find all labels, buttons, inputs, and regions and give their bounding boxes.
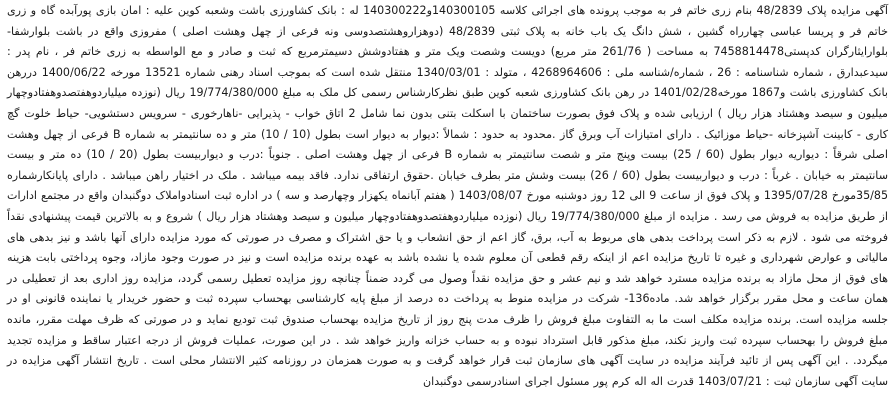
auction-notice-text: آگهی مزایده پلاک 48/2839 بنام زری خاتم فر به موجب پرونده های اجرائی کلاسه 140300105و140300222 له : بانک کشاورزی باشت وشعبه کوین علیه : امان بازی پورآبده گاه و زری خاتم فر و پریسا عباسی چهارراه گشین ، شش دانگ یک باب خانه به پلاک ثبتی 48/2839 (دوهزاروهشتصدوسی ونه فرعی از چهل وهشت اصلی ) مفروزی واقع در باشت بلوارشفا-بلوارایثارگران کدپستی7458814478 به مساحت ( 261/76 متر مربع) دویست وشصت ویک متر و هفتادوشش دسیمترمربع که ثبت و صادر و مع الواسطه به زری خاتم فر ، نام پدر : سیدعبدارق ، شماره شناسنامه : 26 ، شماره/شناسه ملی : 4268964606 ، متولد : 1340/03/01 منتقل شده است که بموجب اسناد رهنی شماره 13521 مورخه 1400/06/22 دررهن بانک کشاورزی باشت و1867 مورخه1401/02/28 در رهن بانک کشاورزی شعبه کوین طبق نظرکارشناس رسمی کل ملک به مبلغ 19/774/380/000 ریال (نوزده میلیاردوهفتصدوهفتادوچهار میلیون و سیصد وهشتاد هزار ریال ) ارزیابی شده و پلاک فوق بصورت ساختمان با اسکلت بتنی بدون نما شامل 2 اتاق خواب - پذیرایی -ناهارخوری - سرویس دستشویی- حیاط خلوت گچ کاری - کابینت آشپزخانه -حیاط موزائیک . دارای امتیازات آب وبرق گاز .محدود به حدود : شمالاً :دیوار به دیوار است بطول (10 / 10) متر و ده سانتیمتر به شماره B فرعی از چهل وهشت اصلی شرقاً : دیواریه دیوار بطول (60 / 25) بیست وپنج متر و شصت سانتیمتر به شماره B فرعی از چهل وهشت اصلی . جنوباً :درب و دیواربیست بطول (20 / 10) ده متر و بیست سانتیمتر به خیابان . غرباً : درب و دیواربیست بطول (60 / 26) بیست وشش متر بطرف خیابان .حقوق ارتفاقی ندارد. فاقد بیمه میباشد . ملک در اختیار راهن میباشد . دارای پایانکارشماره 35/85مورخ 1395/07/28 و پلاک فوق از ساعت 9 الی 12 روز دوشنبه مورخ 1403/08/07 ( هفتم آبانماه یکهزار وچهارصد و سه ) در اداره ثبت اسنادواملاک دوگنبدان واقع در مجتمع ادارات از طریق مزایده به فروش می رسد . مزایده از مبلغ 19/774/380/000 ریال (نوزده میلیاردوهفتصدوهفتادوچهار میلیون و سیصد وهشتاد هزار ریال ) شروع و به بالاترین قیمت پیشنهادی نقداً فروخته می شود . لازم به ذکر است پرداخت بدهی های مربوط به آب، برق، گاز اعم از حق انشعاب و یا حق اشتراک و مصرف در صورتی که مورد مزایده دارای آنها باشد و نیز بدهی های مالیاتی و عوارض شهرداری و غیره تا تاریخ مزایده اعم از اینکه رقم قطعی آن معلوم شده یا نشده باشد به عهده برنده مزایده است و نیز در صورت وجود مازاد، وجوه پرداختی بابت هزینه های فوق از محل مازاد به برنده مزایده مسترد خواهد شد و نیم عشر و حق مزایده نقداً وصول می گردد ضمناً چنانچه روز مزایده تعطیل رسمی گردد، مزایده روز اداری بعد از تعطیلی در همان ساعت و محل مقرر برگزار خواهد شد. ماده136- شرکت در مزایده منوط به پرداخت ده درصد از مبلغ پایه کارشناسی بهحساب سپرده ثبت و حضور خریدار یا نماینده قانونی او در جلسه مزایده است. برنده مزایده مکلف است ما به التفاوت مبلغ فروش را ظرف مدت پنج روز از تاریخ مزایده بهحساب صندوق ثبت تودیع نماید و در صورتی که ظرف مهلت مقرر، مانده مبلغ فروش را بهحساب سپرده ثبت واریز نکند، مبلغ مذکور قابل استرداد نبوده و به حساب خزانه واریز خواهد شد . در این صورت، عملیات فروش از درجه اعتبار ساقط و مزایده تجدید میگردد. . این آگهی پس از تائید فرآیند مزایده در سایت آگهی های سازمان ثبت قرار خواهد گرفت و به صورت همزمان در روزنامه کثیر الانتشار محلی است . تاریخ انتشار آگهی مزایده در سایت آگهی سازمان ثبت : 1403/07/21 قدرت اله اله کرم پور مسئول اجرای اسنادرسمی دوگنبدان (7, 4, 889, 388)
